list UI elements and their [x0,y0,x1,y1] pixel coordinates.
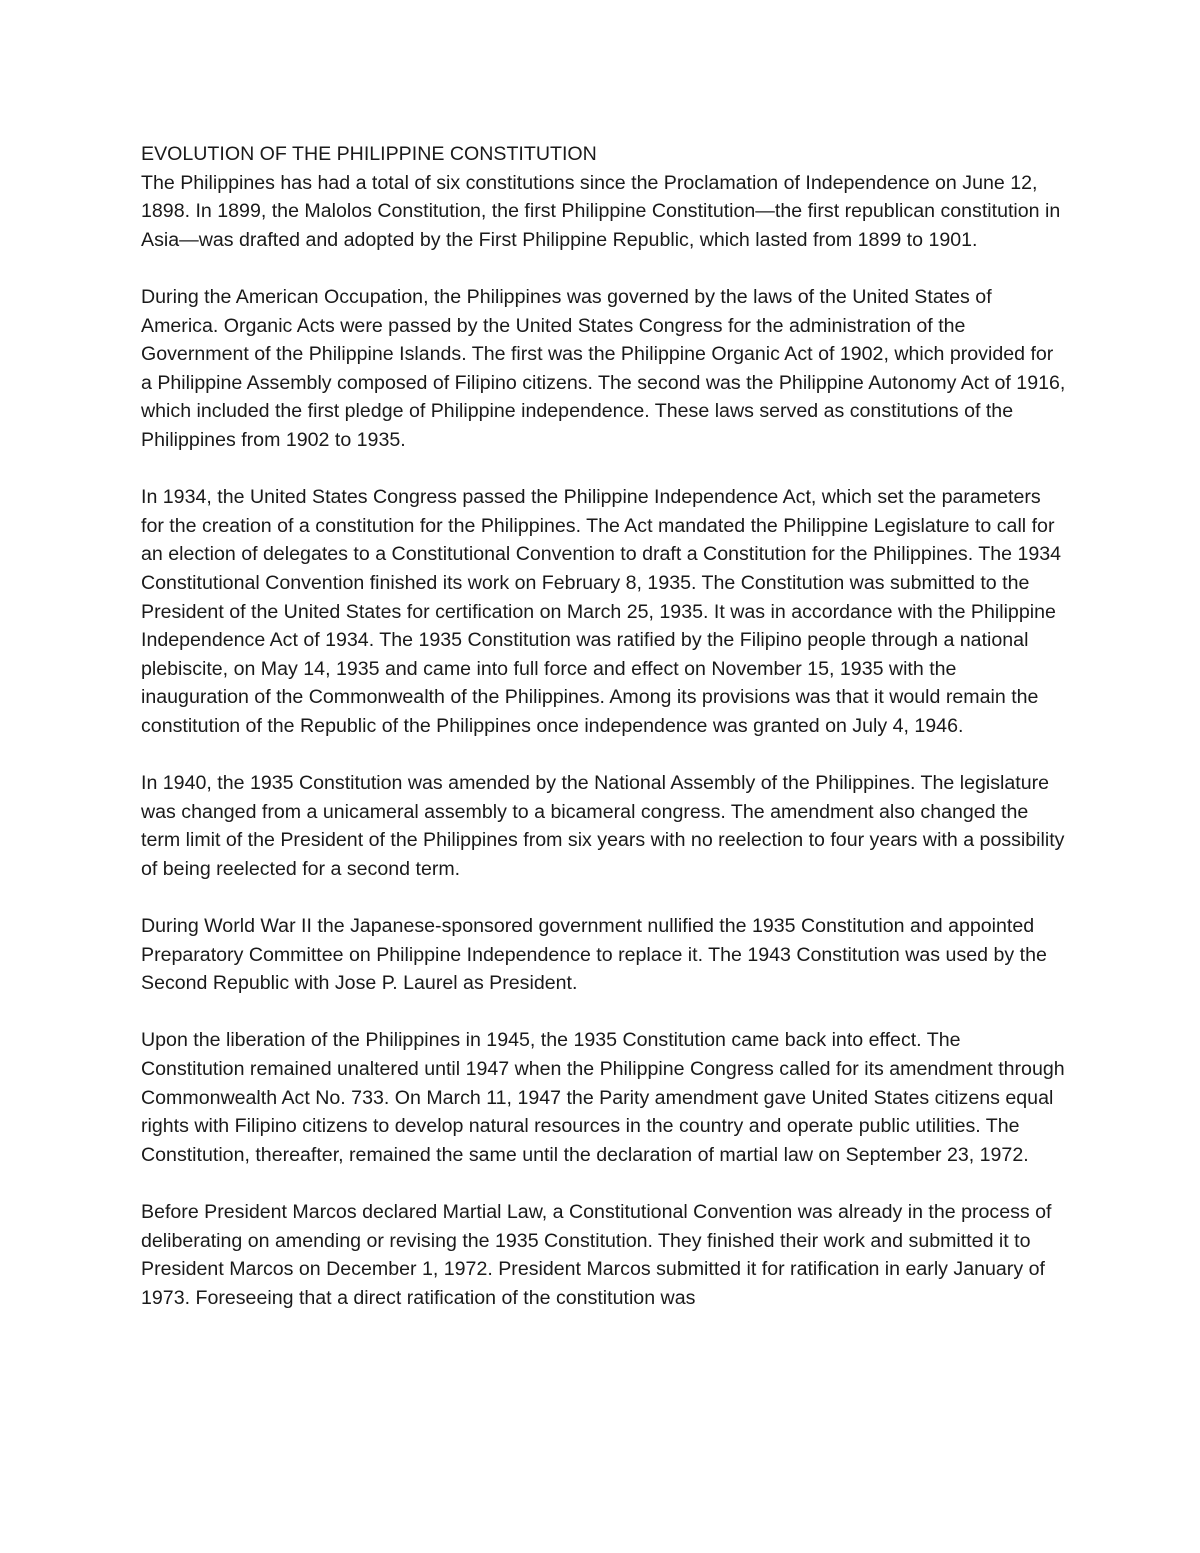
paragraph-martial-law: Before President Marcos declared Martial Law, a Constitutional Convention was already in the process of deliberating on amending or revising the 1935 Constitution. They finished their work and submitted it to President Marcos on December 1, 1972. President Marcos submitted it for ratification in early January of 1973. Foreseeing that a direct ratification of the constitution was [141,1200,1052,1309]
paragraph-1940-amendment: In 1940, the 1935 Constitution was amended by the National Assembly of the Philippines. The legislature was changed from a unicameral assembly to a bicameral congress. The amendment also changed the term limit of the President of the Philippines from six years with no reelection to four years with a possibility of being reelected for a second term. [141,772,1065,880]
paragraph-intro: The Philippines has had a total of six constitutions since the Proclamation of Independence on June 12, 1898. In 1899, the Malolos Constitution, the first Philippine Constitution—the first republican constitution in Asia—was drafted and adopted by the First Philippine Republic, which lasted from 1899 to 1901. [141,171,1061,251]
paragraph-world-war-ii: During World War II the Japanese-sponsored government nullified the 1935 Constitution and appointed Preparatory Committee on Philippine Independence to replace it. The 1943 Constitution was used by the Second Republic with Jose P. Laurel as President. [141,915,1047,995]
paragraph-independence-act: In 1934, the United States Congress passed the Philippine Independence Act, which set the parameters for the creation of a constitution for the Philippines. The Act mandated the Philippine Legislature to call for an election of delegates to a Constitutional Convention to draft a Constitution for the Philippines. The 1934 Constitutional Convention finished its work on February 8, 1935. The Constitution was submitted to the President of the United States for certification on March 25, 1935. It was in accordance with the Philippine Independence Act of 1934. The 1935 Constitution was ratified by the Filipino people through a national plebiscite, on May 14, 1935 and came into full force and effect on November 15, 1935 with the inauguration of the Commonwealth of the Philippines. Among its provisions was that it would remain the constitution of the Republic of the Philippines once independence was granted on July 4, 1946. [141,486,1062,737]
document-title: EVOLUTION OF THE PHILIPPINE CONSTITUTION [141,143,597,165]
document-body [141,140,1066,1341]
paragraph-american-occupation: During the American Occupation, the Philippines was governed by the laws of the United States of America. Organic Acts were passed by the United States Congress for the administration of the Government of the Philippine Islands. The first was the Philippine Organic Act of 1902, which provided for a Philippine Assembly composed of Filipino citizens. The second was the Philippine Autonomy Act of 1916, which included the first pledge of Philippine independence. These laws served as constitutions of the Philippines from 1902 to 1935. [141,285,1066,451]
paragraph-liberation: Upon the liberation of the Philippines in 1945, the 1935 Constitution came back into effect. The Constitution remained unaltered until 1947 when the Philippine Congress called for its amendment through Commonwealth Act No. 733. On March 11, 1947 the Parity amendment gave United States citizens equal rights with Filipino citizens to develop natural resources in the country and operate public utilities. The Constitution, thereafter, remained the same until the declaration of martial law on September 23, 1972. [141,1029,1065,1166]
